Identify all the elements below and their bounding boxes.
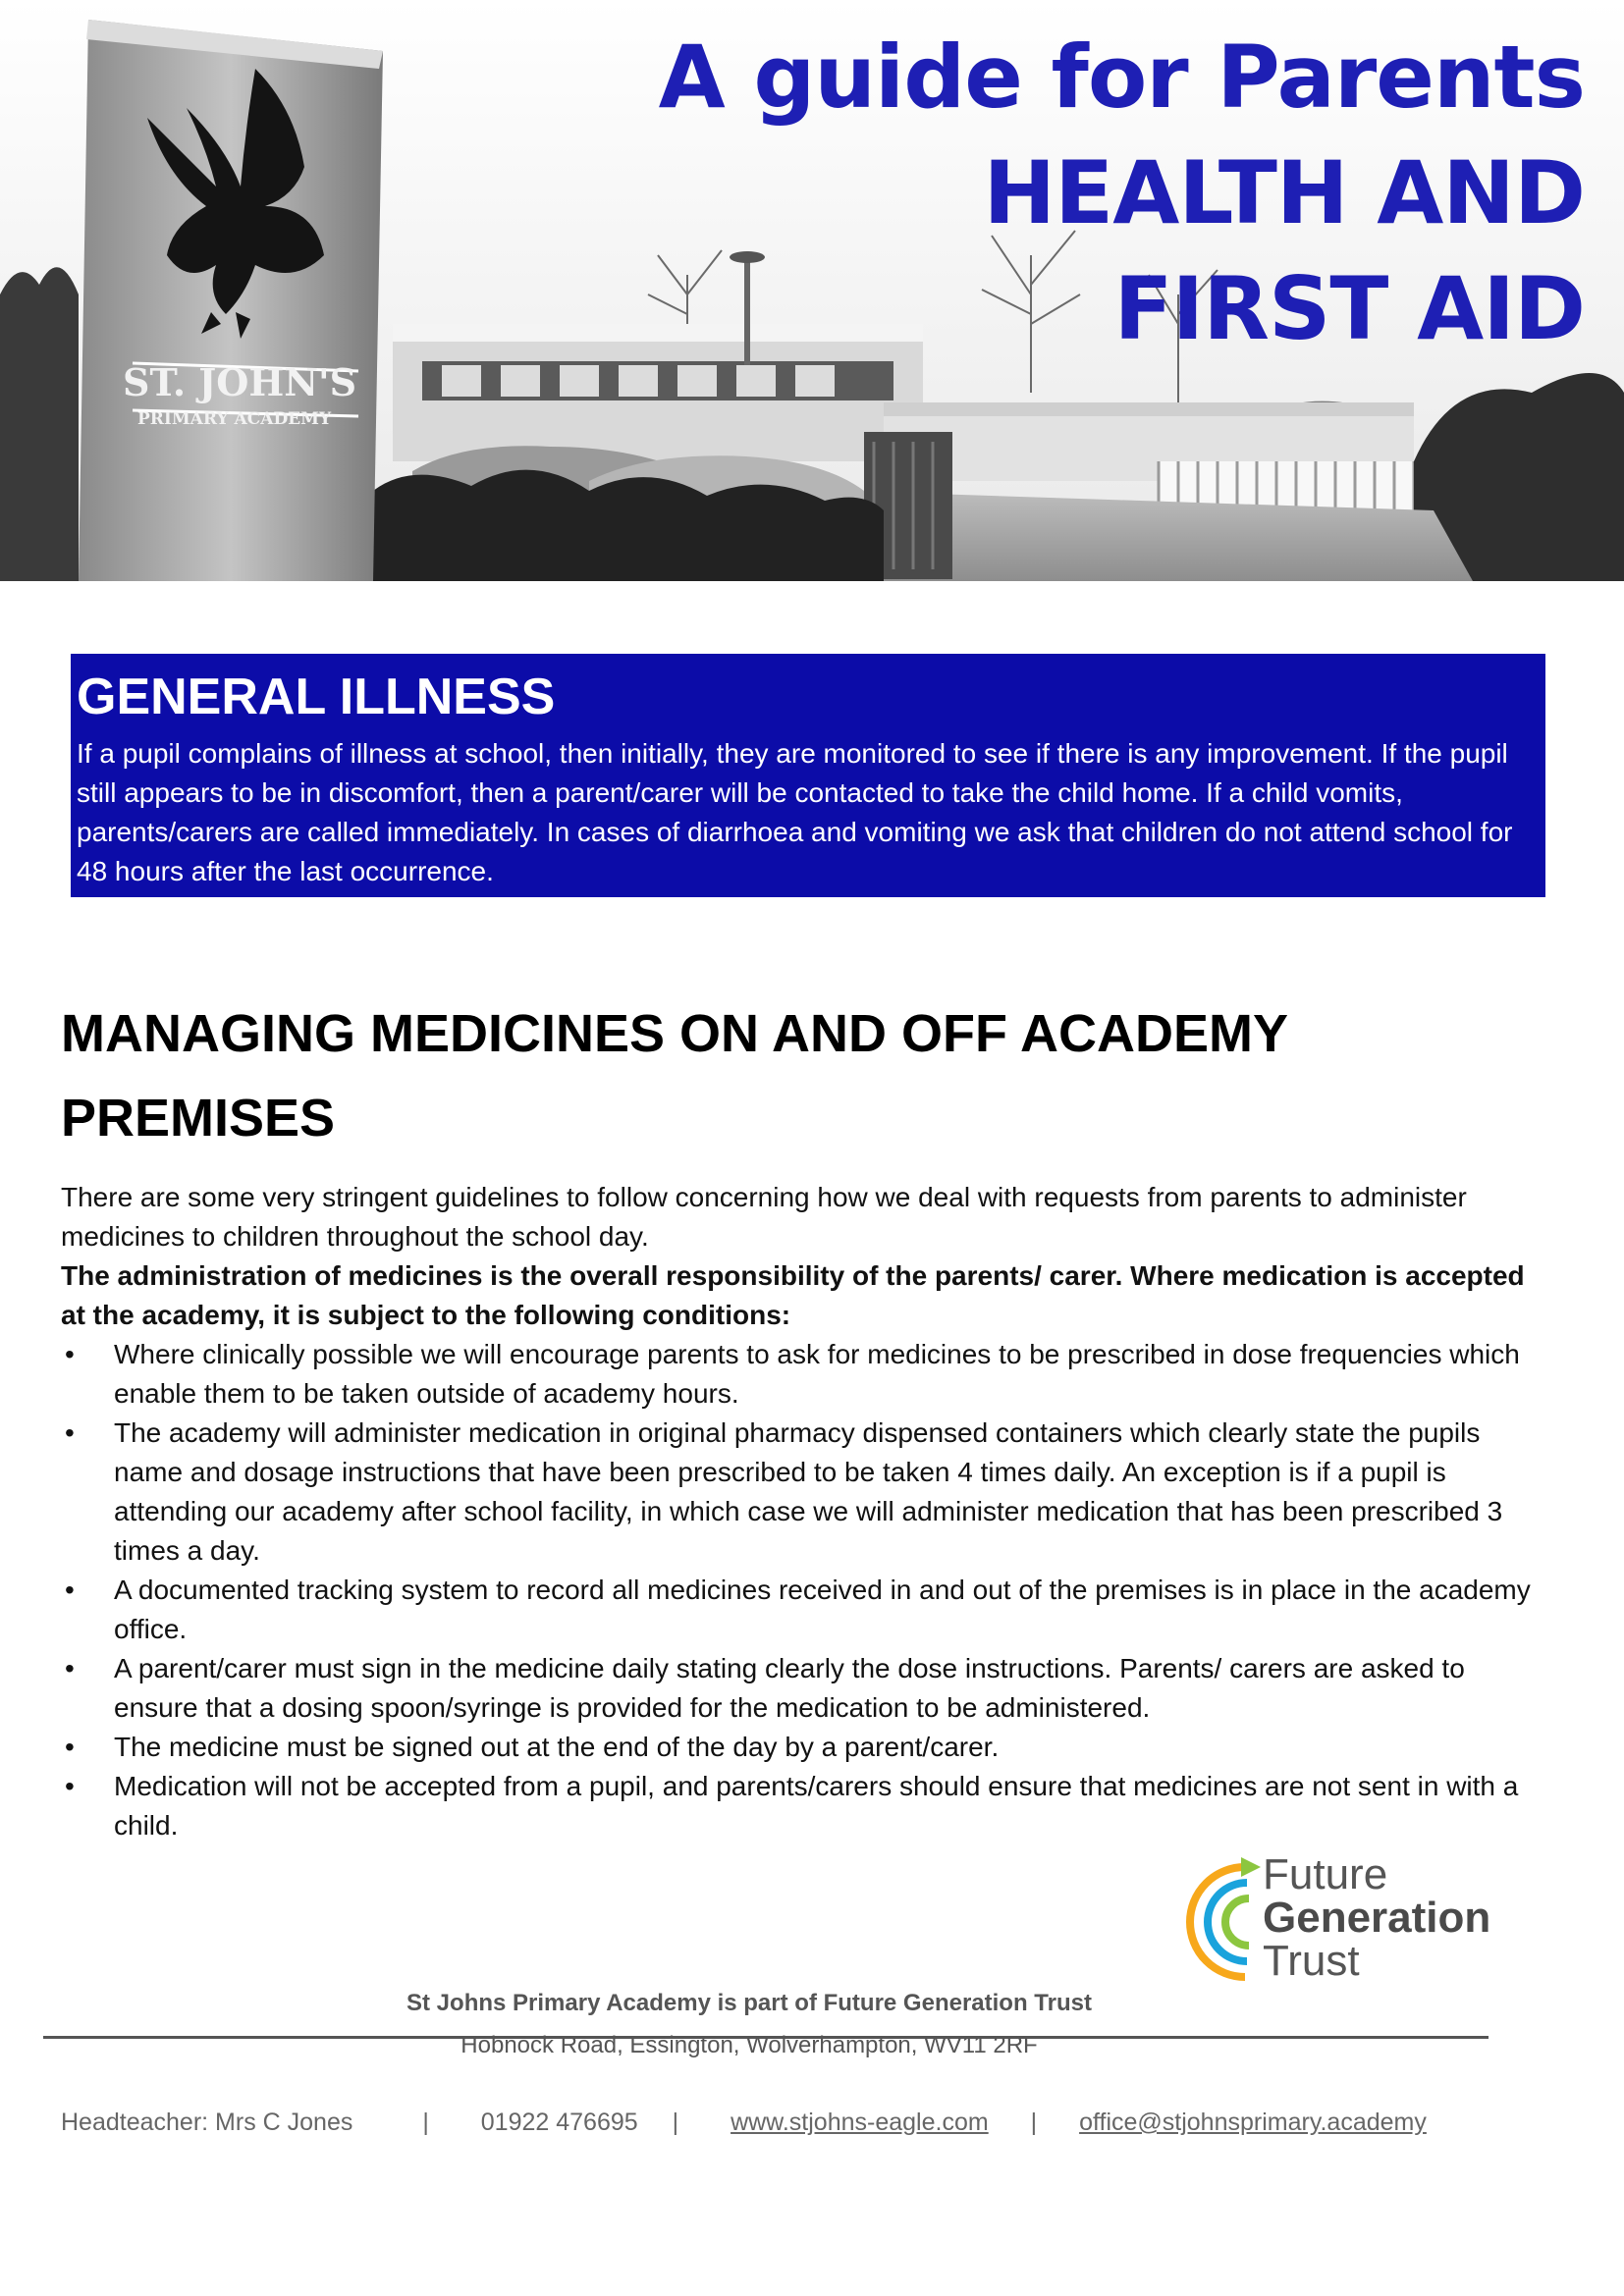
list-item: • A documented tracking system to record all medicines received in and out of the premises is in place in the academy office.	[61, 1571, 1534, 1649]
trust-arcs-icon	[1176, 1853, 1265, 1991]
title-line-2: HEALTH AND	[983, 142, 1585, 243]
trust-name-line-2: Generation	[1263, 1894, 1491, 1942]
list-item: • Medication will not be accepted from a pupil, and parents/carers should ensure that medicines are not sent in with a child.	[61, 1767, 1534, 1845]
title-line-3: FIRST AID	[1113, 258, 1585, 359]
general-illness-body: If a pupil complains of illness at school, then initially, they are monitored to see if there is any improvement. If the pupil still appears to be in discomfort, then a parent/carer will be contacted to take the child home. If a child vomits, parents/carers are called immediately. In cases of diarrhoea and vomiting we ask that children do not attend school for 48 hours after the last occurrence.	[77, 738, 1513, 886]
medicines-section	[61, 991, 1534, 1845]
trust-name-line-1: Future	[1263, 1850, 1388, 1898]
list-item: • The academy will administer medication in original pharmacy dispensed containers which clearly state the pupils name and dosage instructions that have been prescribed to be taken 4 times daily. An exception is if a pupil is attending our academy after school facility, in which case we will administer medication that has been prescribed 3 times a day.	[61, 1414, 1534, 1571]
medicines-heading-line-1: MANAGING MEDICINES ON AND OFF ACADEMY	[61, 1004, 1288, 1063]
bullet-icon: •	[65, 1417, 75, 1448]
medicines-heading-line-2: PREMISES	[61, 1089, 336, 1148]
header-photo	[0, 0, 1624, 581]
bullet-icon: •	[65, 1771, 75, 1801]
list-item: • The medicine must be signed out at the end of the day by a parent/carer.	[61, 1728, 1534, 1767]
medicines-conditions-statement: The administration of medicines is the overall responsibility of the parents/ carer. Where medication is accepted at the academy, it is subject to the following conditions:	[61, 1260, 1525, 1330]
medicines-conditions-list	[61, 1335, 1534, 1845]
medicines-intro: There are some very stringent guidelines to follow concerning how we deal with requests from parents to administer medicines to children throughout the school day.	[61, 1182, 1467, 1252]
email-link[interactable]: office@stjohnsprimary.academy	[1079, 2109, 1427, 2136]
page-title	[659, 20, 1585, 367]
trust-name-line-3: Trust	[1263, 1937, 1360, 1985]
trust-name	[1263, 1850, 1491, 1985]
separator: |	[672, 2109, 679, 2136]
bullet-icon: •	[65, 1653, 75, 1683]
bullet-icon: •	[65, 1732, 75, 1762]
list-item: • Where clinically possible we will encourage parents to ask for medicines to be prescribed in dose frequencies which enable them to be taken outside of academy hours.	[61, 1335, 1534, 1414]
phone-number: 01922 476695	[480, 2109, 638, 2136]
sign-school-subtitle: PRIMARY ACADEMY	[137, 409, 332, 429]
bullet-icon: •	[65, 1339, 75, 1369]
medicines-heading	[61, 991, 1534, 1160]
footer-address: Hobnock Road, Essington, Wolverhampton, WV11 2RF	[460, 2032, 1038, 2058]
future-generation-trust-logo	[1176, 1850, 1510, 1991]
title-line-1: A guide for Parents	[658, 27, 1585, 128]
website-link[interactable]: www.stjohns-eagle.com	[731, 2109, 989, 2136]
headteacher-name: Headteacher: Mrs C Jones	[61, 2109, 353, 2136]
general-illness-heading: GENERAL ILLNESS	[77, 668, 556, 725]
footer-contact-bar	[61, 2109, 1427, 2137]
general-illness-box	[71, 654, 1545, 897]
separator: |	[422, 2109, 429, 2136]
list-item: • A parent/carer must sign in the medicine daily stating clearly the dose instructions. Parents/ carers are asked to ensure that a dosing spoon/syringe is provided for the medication to be administered.	[61, 1649, 1534, 1728]
sign-school-name: ST. JOHN'S	[123, 360, 357, 404]
footer-trust-statement: St Johns Primary Academy is part of Future Generation Trust	[406, 1990, 1092, 2016]
bullet-icon: •	[65, 1575, 75, 1605]
separator: |	[1030, 2109, 1038, 2136]
